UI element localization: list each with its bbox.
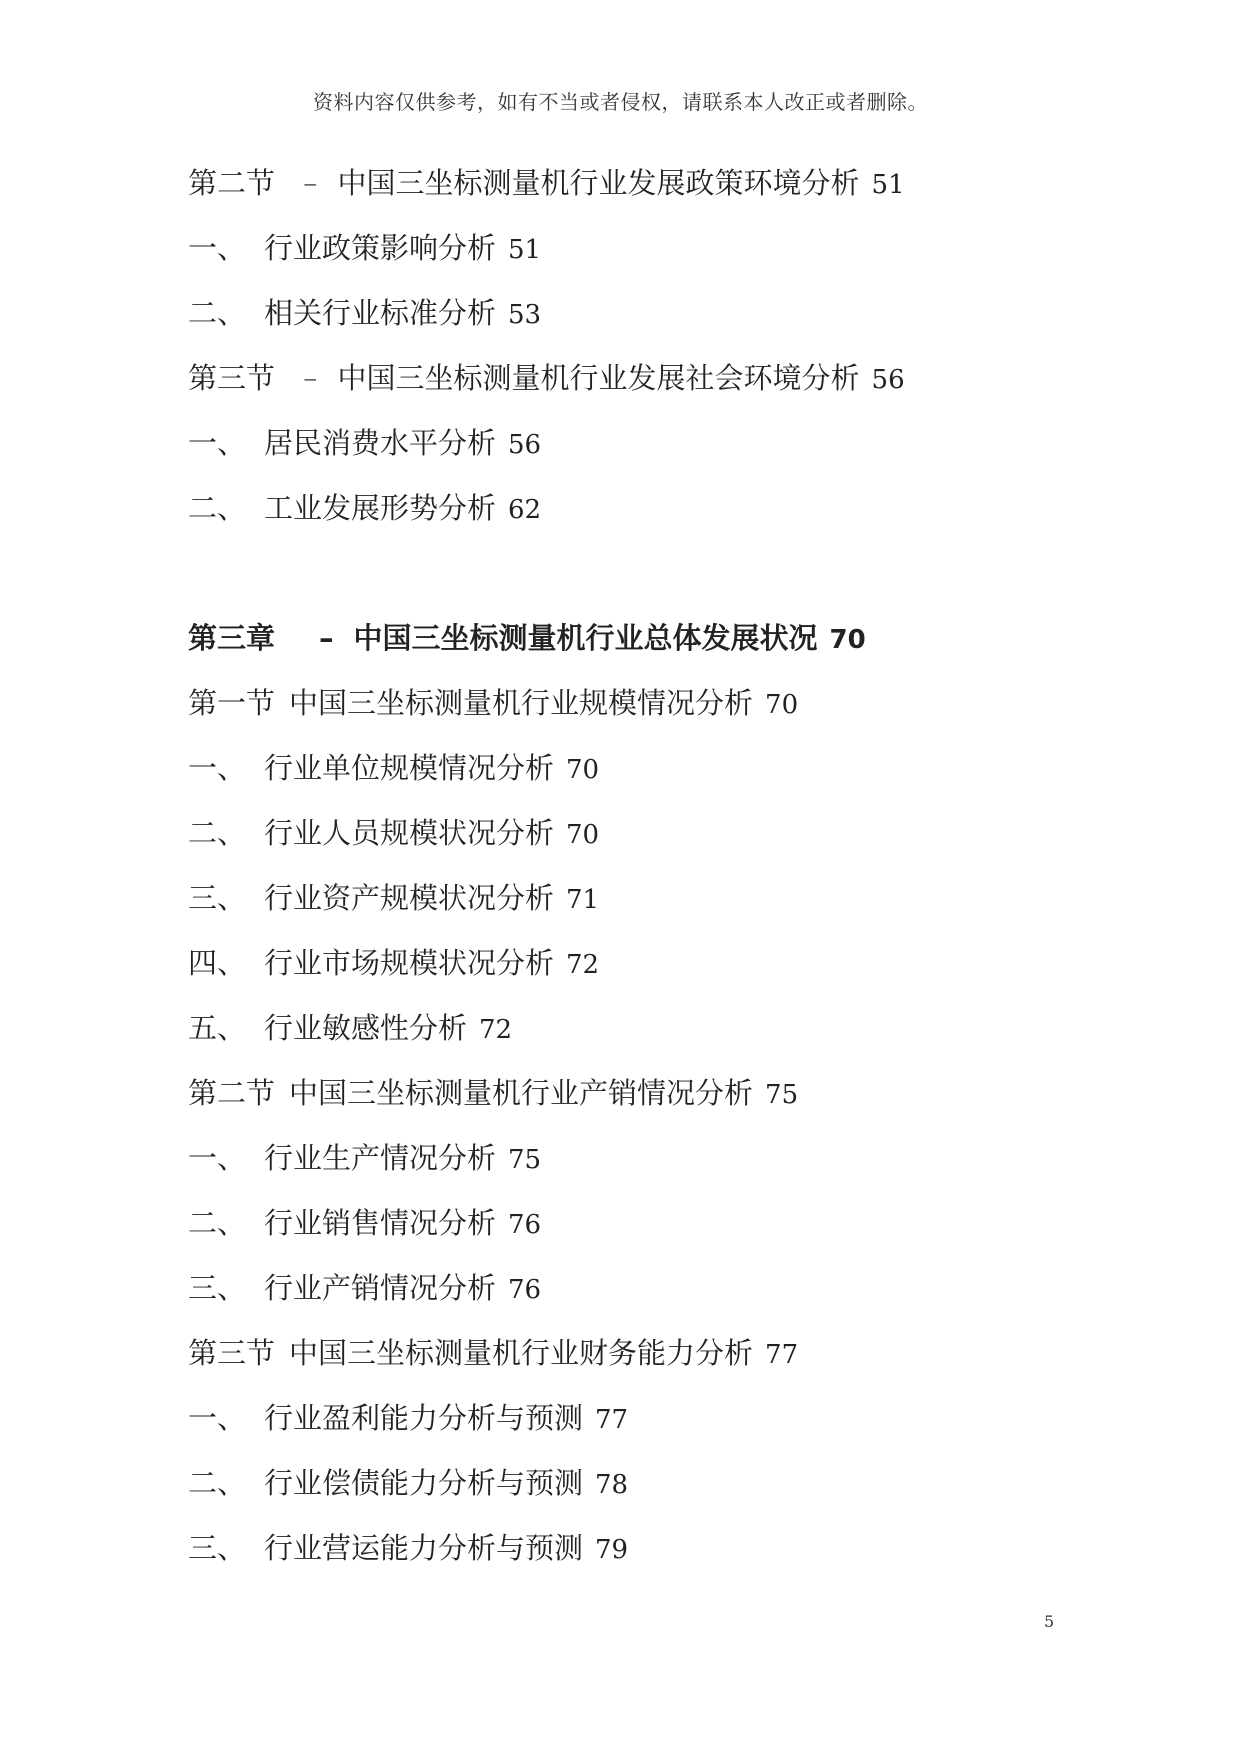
toc-entry-item[interactable]: [188, 490, 541, 528]
toc-entry-page: 76: [508, 1275, 542, 1305]
toc-entry-item[interactable]: [188, 815, 599, 853]
toc-entry-item[interactable]: [188, 945, 599, 983]
toc-entry-prefix: 第一节: [188, 686, 276, 720]
toc-entry-title: 工业发展形势分析: [264, 491, 497, 525]
toc-entry-page: 76: [508, 1210, 542, 1240]
toc-entry-page: 72: [566, 950, 600, 980]
toc-entry-chapter[interactable]: [188, 620, 866, 658]
toc-entry-item[interactable]: [188, 880, 599, 918]
toc-entry-title: 行业单位规模情况分析: [264, 751, 555, 785]
toc-entry-page: 75: [508, 1145, 542, 1175]
toc-entry-section[interactable]: [188, 685, 798, 723]
toc-entry-page: 56: [508, 430, 542, 460]
toc-entry-page: 71: [566, 885, 600, 915]
toc-entry-page: 51: [871, 170, 905, 200]
toc-entry-title: 行业盈利能力分析与预测: [264, 1401, 584, 1435]
toc-entry-title: 行业偿债能力分析与预测: [264, 1466, 584, 1500]
toc-entry-prefix: 一、: [188, 231, 247, 265]
toc-entry-dash: –: [319, 621, 334, 655]
toc-entry-prefix: 一、: [188, 751, 247, 785]
toc-entry-item[interactable]: [188, 230, 541, 268]
toc-entry-item[interactable]: [188, 1205, 541, 1243]
toc-entry-item[interactable]: [188, 1400, 628, 1438]
toc-entry-prefix: 二、: [188, 491, 247, 525]
toc-entry-prefix: 三、: [188, 881, 247, 915]
toc-entry-page: 70: [765, 690, 799, 720]
toc-entry-page: 62: [508, 495, 542, 525]
toc-entry-item[interactable]: [188, 295, 541, 333]
toc-entry-section[interactable]: [188, 165, 905, 203]
toc-entry-title: 行业资产规模状况分析: [264, 881, 555, 915]
toc-entry-title: 行业人员规模状况分析: [264, 816, 555, 850]
toc-entry-title: 行业政策影响分析: [264, 231, 497, 265]
toc-entry-title: 相关行业标准分析: [264, 296, 497, 330]
toc-entry-page: 51: [508, 235, 542, 265]
toc-entry-prefix: 二、: [188, 816, 247, 850]
toc-entry-page: 72: [479, 1015, 513, 1045]
toc-entry-item[interactable]: [188, 425, 541, 463]
toc-entry-title: 中国三坐标测量机行业产销情况分析: [289, 1076, 754, 1110]
toc-entry-page: 77: [765, 1340, 799, 1370]
toc-entry-title: 中国三坐标测量机行业财务能力分析: [289, 1336, 754, 1370]
toc-entry-title: 中国三坐标测量机行业发展政策环境分析: [337, 166, 860, 200]
toc-entry-dash: –: [303, 166, 318, 200]
toc-entry-prefix: 二、: [188, 1206, 247, 1240]
toc-entry-title: 行业市场规模状况分析: [264, 946, 555, 980]
toc-entry-prefix: 第二节: [188, 1076, 276, 1110]
toc-entry-title: 行业营运能力分析与预测: [264, 1531, 584, 1565]
toc-entry-section[interactable]: [188, 1335, 798, 1373]
toc-entry-title: 行业产销情况分析: [264, 1271, 497, 1305]
toc-entry-prefix: 第三节: [188, 361, 276, 395]
toc-entry-prefix: 四、: [188, 946, 247, 980]
toc-entry-item[interactable]: [188, 1270, 541, 1308]
toc-entry-page: 79: [595, 1535, 629, 1565]
toc-entry-page: 77: [595, 1405, 629, 1435]
toc-entry-prefix: 第二节: [188, 166, 276, 200]
toc-entry-prefix: 第三章: [188, 621, 276, 655]
toc-entry-prefix: 三、: [188, 1271, 247, 1305]
toc-entry-prefix: 五、: [188, 1011, 247, 1045]
toc-entry-section[interactable]: [188, 1075, 798, 1113]
toc-entry-page: 70: [566, 755, 600, 785]
toc-entry-item[interactable]: [188, 1140, 541, 1178]
toc-entry-title: 行业生产情况分析: [264, 1141, 497, 1175]
toc-entry-prefix: 一、: [188, 426, 247, 460]
toc-entry-page: 70: [566, 820, 600, 850]
toc-entry-item[interactable]: [188, 1465, 628, 1503]
toc-entry-page: 78: [595, 1470, 629, 1500]
toc-entry-page: 75: [765, 1080, 799, 1110]
toc-entry-page: 70: [829, 625, 866, 655]
toc-entry-title: 居民消费水平分析: [264, 426, 497, 460]
toc-entry-title: 中国三坐标测量机行业规模情况分析: [289, 686, 754, 720]
toc-entry-title: 行业销售情况分析: [264, 1206, 497, 1240]
toc-entry-prefix: 二、: [188, 1466, 247, 1500]
toc-entry-title: 中国三坐标测量机行业总体发展状况: [353, 621, 818, 655]
page-number: 5: [1044, 1612, 1055, 1631]
toc-entry-prefix: 第三节: [188, 1336, 276, 1370]
toc-entry-prefix: 二、: [188, 296, 247, 330]
toc-entry-item[interactable]: [188, 750, 599, 788]
toc-entry-section[interactable]: [188, 360, 905, 398]
toc-entry-item[interactable]: [188, 1530, 628, 1568]
toc-entry-item[interactable]: [188, 1010, 512, 1048]
toc-entry-dash: –: [303, 361, 318, 395]
toc-entry-page: 53: [508, 300, 542, 330]
document-header-disclaimer: 资料内容仅供参考，如有不当或者侵权，请联系本人改正或者删除。: [313, 90, 928, 114]
toc-entry-title: 中国三坐标测量机行业发展社会环境分析: [337, 361, 860, 395]
toc-entry-prefix: 一、: [188, 1401, 247, 1435]
toc-entry-title: 行业敏感性分析: [264, 1011, 468, 1045]
toc-entry-prefix: 三、: [188, 1531, 247, 1565]
toc-entry-page: 56: [871, 365, 905, 395]
toc-entry-prefix: 一、: [188, 1141, 247, 1175]
